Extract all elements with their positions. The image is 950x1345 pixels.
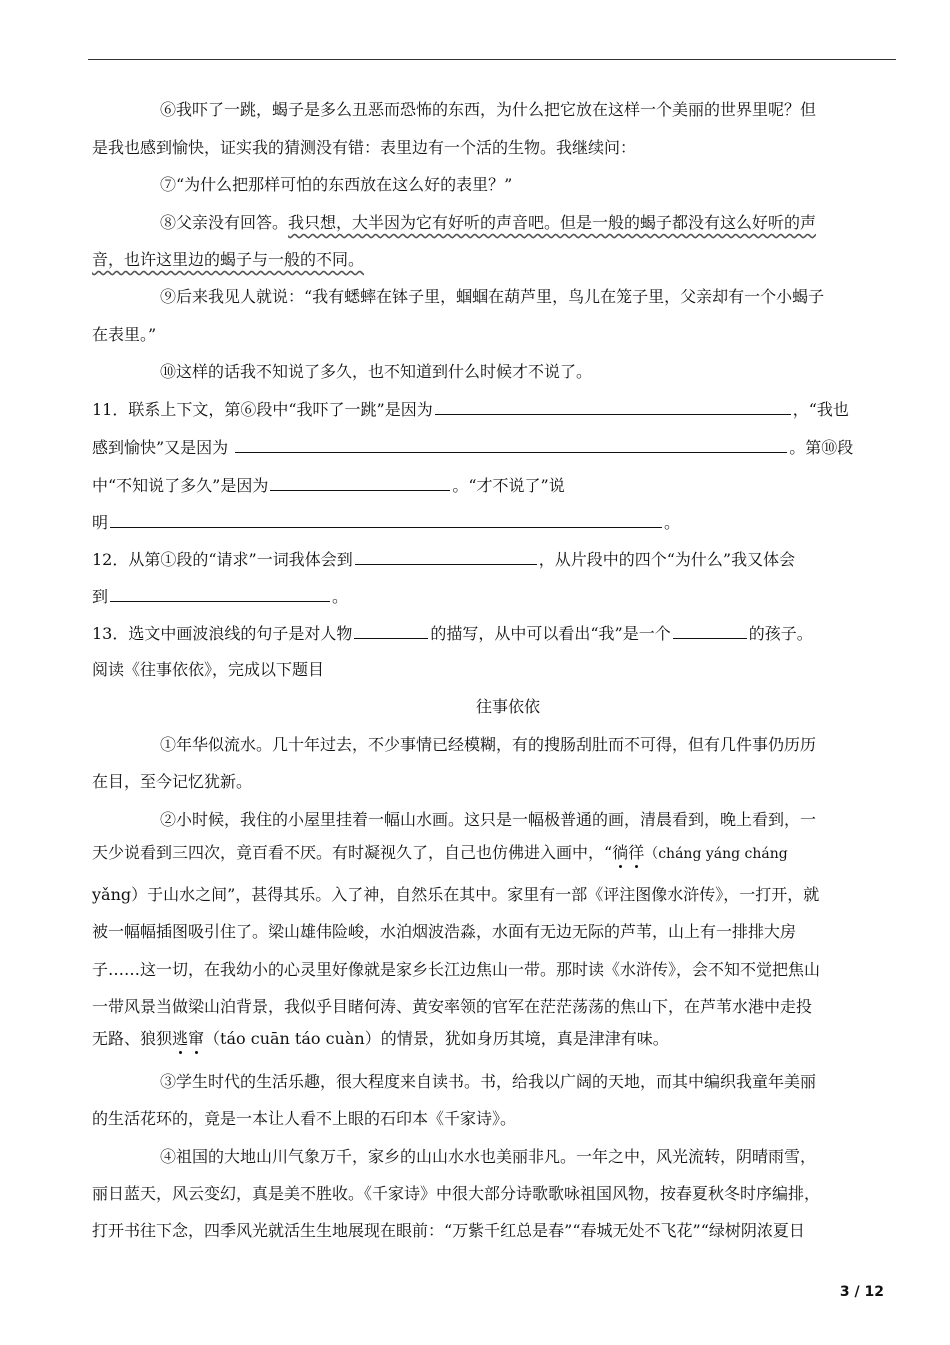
article-title: 往事依依: [475, 697, 540, 716]
para-2-text: 天少说看到三四次，竟百看不厌。有时凝视久了，自己也仿佛进入画中，“: [92, 843, 613, 862]
article-para-2-line-6: 一带风景当做梁山泊背景，我似乎目睹何涛、黄安率领的官军在茫茫荡荡的焦山下，在芦苇水港中走投: [92, 997, 813, 1016]
header-rule: [88, 59, 896, 60]
page-number: 3 / 12: [839, 1284, 884, 1300]
q11-text-g: 明: [92, 513, 109, 532]
q11-text-a: 11．联系上下文，第⑥段中“我吓了一跳”是因为: [92, 400, 433, 419]
q11-text-h: 。: [664, 513, 681, 532]
article-para-1-line-1: ①年华似流水。几十年过去，不少事情已经模糊，有的搜肠刮肚而不可得，但有几件事仍历历: [160, 735, 817, 754]
article-para-4-line-3: 打开书往下念，四季风光就活生生地展现在眼前：“万紫千红总是春”“春城无处不飞花”“绿树阴浓夏日: [92, 1221, 805, 1240]
q13-text-a: 13．选文中画波浪线的句子是对人物: [92, 624, 353, 643]
para-6-line-1: ⑥我吓了一跳，蝎子是多么丑恶而恐怖的东西，为什么把它放在这样一个美丽的世界里呢？但: [160, 100, 817, 119]
q12-text-c: 到: [92, 587, 109, 606]
question-12-line-1: [92, 548, 795, 570]
q13-text-b: 的描写，从中可以看出“我”是一个: [430, 624, 671, 643]
pinyin-note: （cháng yáng cháng: [644, 846, 788, 862]
answer-blank-12-1[interactable]: [355, 548, 537, 565]
question-11-line-4: [92, 511, 680, 533]
reading-intro: 阅读《往事依依》，完成以下题目: [92, 660, 325, 679]
q12-text-b: ，从片段中的四个“为什么”我又体会: [538, 550, 796, 569]
para-8-line-2: [92, 249, 364, 271]
para-8-line-1: [160, 212, 816, 234]
para-7: ⑦“为什么把那样可怕的东西放在这么好的表里？”: [160, 175, 513, 194]
wavy-underlined-sentence-end: 音，也许这里边的蝎子与一般的不同。: [92, 250, 365, 269]
answer-blank-12-2[interactable]: [110, 585, 330, 602]
q13-text-c: 的孩子。: [748, 624, 813, 643]
para-9-line-1: ⑨后来我见人就说：“我有蟋蟀在钵子里，蝈蝈在葫芦里，鸟儿在笼子里，父亲却有一个小蝎子: [160, 287, 825, 306]
pinyin-note: （táo cuān táo cuàn）的情景，犹如身历其境，真是津津有味。: [204, 1029, 669, 1048]
article-para-4-line-1: ④祖国的大地山川气象万千，家乡的山山水水也美丽非凡。一年之中，风光流转，阴晴雨雪，: [160, 1147, 817, 1166]
dotted-char: 徉: [628, 843, 645, 862]
q12-text-d: 。: [332, 587, 349, 606]
article-para-2-line-3: yǎng）于山水之间”，甚得其乐。入了神，自然乐在其中。家里有一部《评注图像水浒传》，一打开，就: [92, 885, 820, 904]
q11-text-b: ，“我也: [792, 400, 849, 419]
q12-text-a: 12．从第①段的“请求”一词我体会到: [92, 550, 353, 569]
para-10: ⑩这样的话我不知说了多久，也不知道到什么时候才不说了。: [160, 362, 593, 381]
article-para-4-line-2: 丽日蓝天，风云变幻，真是美不胜收。《千家诗》中很大部分诗歌歌咏祖国风物，按春夏秋冬时序编排，: [92, 1184, 821, 1203]
answer-blank-11-4[interactable]: [110, 511, 662, 528]
question-12-line-2: [92, 585, 348, 607]
dotted-char: 逃: [172, 1029, 189, 1048]
para-9-line-2: 在表里。”: [92, 325, 157, 344]
answer-blank-11-1[interactable]: [435, 398, 791, 415]
article-para-2-line-2: [92, 842, 788, 864]
para-2-text: 无路、狼狈: [92, 1029, 173, 1048]
answer-blank-13-1[interactable]: [354, 622, 428, 639]
article-para-2-line-5: 子……这一切，在我幼小的心灵里好像就是家乡长江边焦山一带。那时读《水浒传》，会不知不觉把焦山: [92, 960, 821, 979]
question-11-line-2: [92, 436, 853, 458]
para-8-plain: ⑧父亲没有回答。: [160, 213, 289, 232]
article-para-2-line-7: [92, 1028, 669, 1050]
q11-text-e: 中“不知说了多久”是因为: [92, 476, 269, 495]
article-para-2-line-4: 被一幅幅插图吸引住了。梁山雄伟险峻，水泊烟波浩淼，水面有无边无际的芦苇，山上有一排排大房: [92, 922, 797, 941]
question-11-line-3: [92, 474, 565, 496]
answer-blank-11-3[interactable]: [270, 474, 450, 491]
para-6-line-2: 是我也感到愉快，证实我的猜测没有错：表里边有一个活的生物。我继续问：: [92, 138, 637, 157]
article-para-2-line-1: ②小时候，我住的小屋里挂着一幅山水画。这只是一幅极普通的画，清晨看到，晚上看到，一: [160, 810, 817, 829]
wavy-underlined-sentence: 我只想，大半因为它有好听的声音吧。但是一般的蝎子都没有这么好听的声: [288, 213, 817, 232]
q11-text-d: 。第⑩段: [789, 438, 854, 457]
article-para-1-line-2: 在目，至今记忆犹新。: [92, 772, 253, 791]
answer-blank-13-2[interactable]: [673, 622, 747, 639]
q11-text-f: 。“才不说了”说: [452, 476, 565, 495]
question-11-line-1: [92, 398, 849, 420]
dotted-char: 窜: [188, 1029, 205, 1048]
article-para-3-line-1: ③学生时代的生活乐趣，很大程度来自读书。书，给我以广阔的天地，而其中编织我童年美丽: [160, 1072, 817, 1091]
answer-blank-11-2[interactable]: [235, 436, 787, 453]
q11-text-c: 感到愉快”又是因为: [92, 438, 229, 457]
question-13: [92, 622, 813, 644]
article-para-3-line-2: 的生活花环的，竟是一本让人看不上眼的石印本《千家诗》。: [92, 1109, 517, 1128]
dotted-char: 徜: [612, 843, 629, 862]
